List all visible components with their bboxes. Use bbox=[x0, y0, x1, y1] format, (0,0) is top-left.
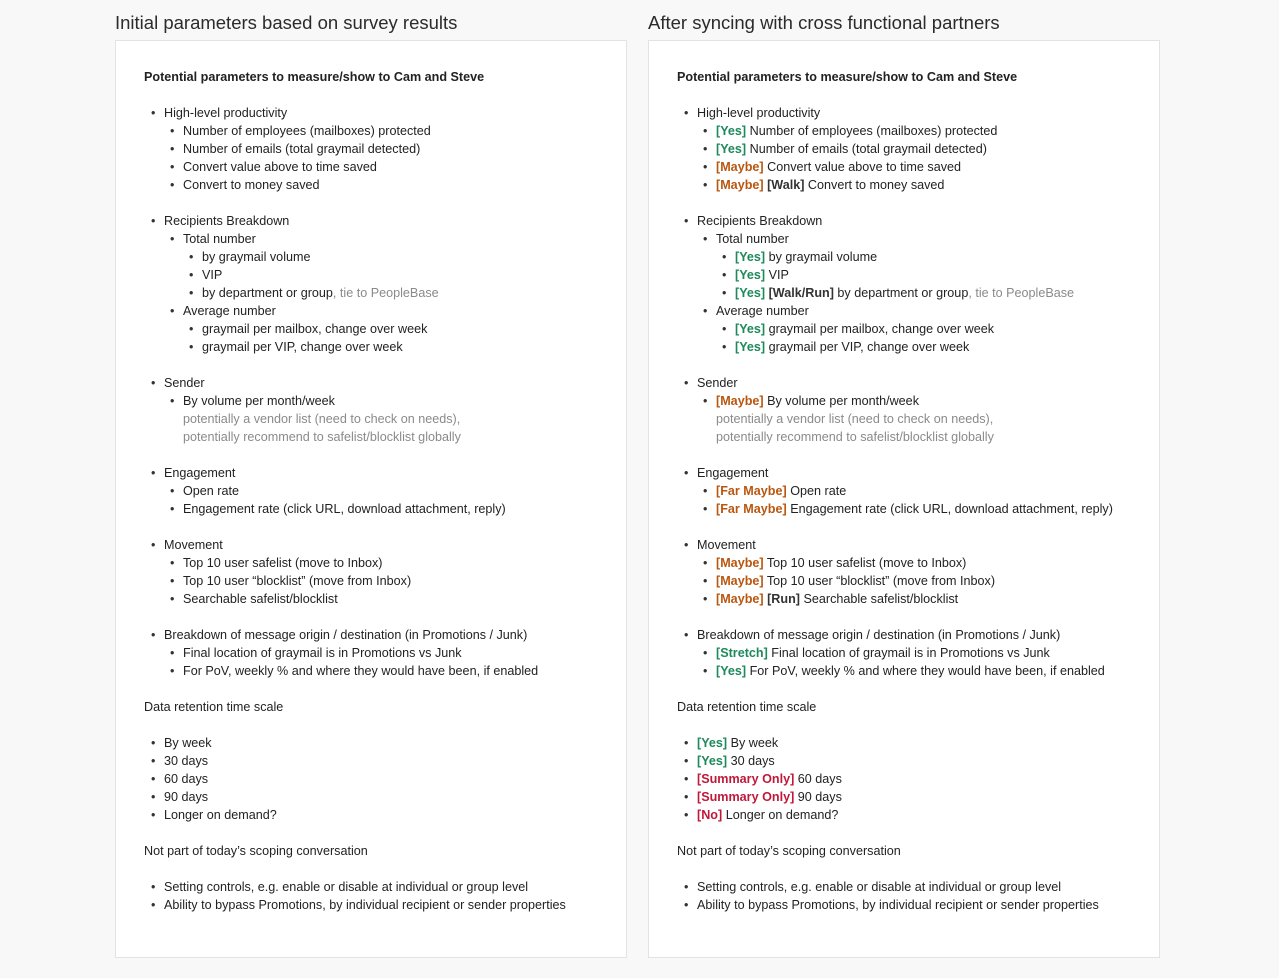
spacer bbox=[677, 716, 1149, 734]
item-text: by department or group bbox=[837, 286, 969, 300]
item-text: Ability to bypass Promotions, by individual recipient or sender properties bbox=[164, 898, 566, 912]
item-text: 30 days bbox=[164, 754, 209, 768]
right-column-title: After syncing with cross functional partners bbox=[648, 12, 1000, 33]
list-item bbox=[144, 806, 616, 824]
right-document-content bbox=[677, 68, 1149, 914]
item-note: , tie to PeopleBase bbox=[968, 286, 1075, 300]
section-label bbox=[144, 842, 616, 860]
item-text: Top 10 user safelist (move to Inbox) bbox=[183, 556, 383, 570]
spacer bbox=[677, 356, 1149, 374]
list-item bbox=[677, 644, 1149, 662]
item-text: Convert value above to time saved bbox=[767, 160, 962, 174]
item-text: Top 10 user safelist (move to Inbox) bbox=[766, 556, 967, 570]
section-heading bbox=[677, 68, 1149, 86]
left-column-title: Initial parameters based on survey results bbox=[115, 12, 458, 33]
status-tag: [Yes] bbox=[735, 322, 766, 336]
item-text: Data retention time scale bbox=[677, 700, 817, 714]
list-item bbox=[144, 734, 616, 752]
list-item bbox=[677, 284, 1149, 302]
list-item bbox=[677, 662, 1149, 680]
spacer bbox=[677, 518, 1149, 536]
list-item bbox=[144, 248, 616, 266]
spacer bbox=[677, 194, 1149, 212]
list-item bbox=[144, 536, 616, 554]
list-item bbox=[144, 338, 616, 356]
list-item bbox=[144, 374, 616, 392]
item-text: High-level productivity bbox=[164, 106, 288, 120]
item-text: graymail per VIP, change over week bbox=[202, 340, 403, 354]
item-text: Number of employees (mailboxes) protected bbox=[749, 124, 998, 138]
item-text: 60 days bbox=[797, 772, 842, 786]
list-item bbox=[144, 626, 616, 644]
list-item bbox=[144, 500, 616, 518]
list-item bbox=[677, 140, 1149, 158]
item-text: Open rate bbox=[790, 484, 847, 498]
item-text: Convert value above to time saved bbox=[183, 160, 377, 174]
status-tag: [No] bbox=[697, 808, 723, 822]
item-text: VIP bbox=[768, 268, 789, 282]
list-item bbox=[677, 896, 1149, 914]
status-tag: [Yes] bbox=[697, 736, 728, 750]
spacer bbox=[144, 860, 616, 878]
list-item bbox=[144, 104, 616, 122]
item-text: Sender bbox=[697, 376, 738, 390]
list-item bbox=[144, 320, 616, 338]
item-text: potentially a vendor list (need to check on needs), bbox=[183, 412, 461, 426]
status-tag: [Walk/Run] bbox=[768, 286, 834, 300]
note-text bbox=[677, 410, 1149, 428]
spacer bbox=[144, 824, 616, 842]
item-text: Data retention time scale bbox=[144, 700, 284, 714]
spacer bbox=[677, 446, 1149, 464]
left-document-card bbox=[115, 40, 627, 958]
item-text: By volume per month/week bbox=[767, 394, 919, 408]
list-item bbox=[144, 176, 616, 194]
item-text: Total number bbox=[716, 232, 789, 246]
list-item bbox=[677, 806, 1149, 824]
item-text: potentially a vendor list (need to check on needs), bbox=[716, 412, 994, 426]
item-text: VIP bbox=[202, 268, 223, 282]
item-text: Number of emails (total graymail detected) bbox=[749, 142, 987, 156]
status-tag: [Maybe] bbox=[716, 556, 764, 570]
item-text: Engagement bbox=[164, 466, 236, 480]
item-text: Not part of today’s scoping conversation bbox=[144, 844, 368, 858]
status-tag: [Summary Only] bbox=[697, 772, 795, 786]
spacer bbox=[677, 860, 1149, 878]
list-item bbox=[677, 230, 1149, 248]
item-text: 30 days bbox=[730, 754, 775, 768]
item-text: Not part of today’s scoping conversation bbox=[677, 844, 901, 858]
item-text: Engagement bbox=[697, 466, 769, 480]
item-text: For PoV, weekly % and where they would have been, if enabled bbox=[749, 664, 1105, 678]
item-text: Ability to bypass Promotions, by individual recipient or sender properties bbox=[697, 898, 1099, 912]
status-tag: [Yes] bbox=[716, 124, 747, 138]
right-document-card bbox=[648, 40, 1160, 958]
list-item bbox=[677, 752, 1149, 770]
list-item bbox=[144, 140, 616, 158]
spacer bbox=[677, 86, 1149, 104]
list-item bbox=[677, 734, 1149, 752]
list-item bbox=[677, 572, 1149, 590]
item-text: Total number bbox=[183, 232, 256, 246]
item-text: Average number bbox=[183, 304, 276, 318]
list-item bbox=[144, 266, 616, 284]
status-tag: [Yes] bbox=[697, 754, 728, 768]
status-tag: [Yes] bbox=[735, 268, 766, 282]
item-text: by graymail volume bbox=[202, 250, 311, 264]
item-text: Potential parameters to measure/show to Cam and Steve bbox=[677, 70, 1018, 84]
list-item bbox=[677, 104, 1149, 122]
item-text: by department or group bbox=[202, 286, 333, 300]
list-item bbox=[144, 464, 616, 482]
spacer bbox=[144, 446, 616, 464]
item-text: Recipients Breakdown bbox=[164, 214, 290, 228]
item-text: For PoV, weekly % and where they would have been, if enabled bbox=[183, 664, 539, 678]
item-text: graymail per mailbox, change over week bbox=[768, 322, 995, 336]
list-item bbox=[677, 392, 1149, 410]
section-label bbox=[677, 842, 1149, 860]
item-text: Top 10 user “blocklist” (move from Inbox) bbox=[766, 574, 996, 588]
item-text: Searchable safelist/blocklist bbox=[803, 592, 959, 606]
list-item bbox=[677, 266, 1149, 284]
item-text: potentially recommend to safelist/blocklist globally bbox=[716, 430, 994, 444]
list-item bbox=[144, 590, 616, 608]
item-text: graymail per VIP, change over week bbox=[768, 340, 970, 354]
list-item bbox=[144, 230, 616, 248]
item-text: potentially recommend to safelist/blocklist globally bbox=[183, 430, 461, 444]
status-tag: [Far Maybe] bbox=[716, 502, 787, 516]
list-item bbox=[677, 302, 1149, 320]
status-tag: [Yes] bbox=[716, 142, 747, 156]
list-item bbox=[144, 554, 616, 572]
list-item bbox=[677, 536, 1149, 554]
status-tag: [Maybe] bbox=[716, 592, 764, 606]
spacer bbox=[144, 716, 616, 734]
list-item bbox=[677, 320, 1149, 338]
item-text: By week bbox=[164, 736, 212, 750]
item-text: Searchable safelist/blocklist bbox=[183, 592, 338, 606]
item-text: Number of emails (total graymail detected) bbox=[183, 142, 421, 156]
list-item bbox=[677, 338, 1149, 356]
spacer bbox=[144, 194, 616, 212]
item-text: Engagement rate (click URL, download attachment, reply) bbox=[790, 502, 1113, 516]
item-text: graymail per mailbox, change over week bbox=[202, 322, 428, 336]
item-text: Top 10 user “blocklist” (move from Inbox) bbox=[183, 574, 412, 588]
list-item bbox=[144, 302, 616, 320]
list-item bbox=[677, 248, 1149, 266]
spacer bbox=[677, 680, 1149, 698]
section-label bbox=[144, 698, 616, 716]
list-item bbox=[677, 770, 1149, 788]
item-text: Setting controls, e.g. enable or disable at individual or group level bbox=[164, 880, 529, 894]
list-item bbox=[677, 374, 1149, 392]
list-item bbox=[144, 770, 616, 788]
list-item bbox=[144, 392, 616, 410]
item-text: Engagement rate (click URL, download attachment, reply) bbox=[183, 502, 506, 516]
left-document-content bbox=[144, 68, 616, 914]
item-text: 90 days bbox=[164, 790, 209, 804]
list-item bbox=[677, 626, 1149, 644]
item-text: Movement bbox=[697, 538, 756, 552]
list-item bbox=[677, 590, 1149, 608]
list-item bbox=[677, 482, 1149, 500]
spacer bbox=[144, 680, 616, 698]
item-text: Breakdown of message origin / destination (in Promotions / Junk) bbox=[164, 628, 528, 642]
list-item bbox=[144, 212, 616, 230]
list-item bbox=[144, 284, 616, 302]
item-text: Convert to money saved bbox=[183, 178, 320, 192]
list-item bbox=[677, 464, 1149, 482]
item-text: Final location of graymail is in Promotions vs Junk bbox=[771, 646, 1050, 660]
note-text bbox=[144, 410, 616, 428]
section-heading bbox=[144, 68, 616, 86]
list-item bbox=[677, 158, 1149, 176]
status-tag: [Maybe] bbox=[716, 574, 764, 588]
status-tag: [Yes] bbox=[735, 250, 766, 264]
item-text: By week bbox=[730, 736, 779, 750]
spacer bbox=[677, 824, 1149, 842]
item-text: 90 days bbox=[797, 790, 842, 804]
status-tag: [Run] bbox=[767, 592, 800, 606]
status-tag: [Yes] bbox=[735, 286, 766, 300]
item-text: High-level productivity bbox=[697, 106, 821, 120]
list-item bbox=[677, 500, 1149, 518]
item-text: Breakdown of message origin / destination (in Promotions / Junk) bbox=[697, 628, 1061, 642]
status-tag: [Stretch] bbox=[716, 646, 768, 660]
item-text: Movement bbox=[164, 538, 223, 552]
spacer bbox=[144, 518, 616, 536]
list-item bbox=[677, 878, 1149, 896]
spacer bbox=[144, 356, 616, 374]
status-tag: [Yes] bbox=[716, 664, 747, 678]
list-item bbox=[144, 896, 616, 914]
status-tag: [Walk] bbox=[767, 178, 805, 192]
item-text: Number of employees (mailboxes) protected bbox=[183, 124, 431, 138]
status-tag: [Maybe] bbox=[716, 394, 764, 408]
item-text: Longer on demand? bbox=[164, 808, 277, 822]
item-text: Final location of graymail is in Promotions vs Junk bbox=[183, 646, 462, 660]
spacer bbox=[677, 608, 1149, 626]
item-text: Longer on demand? bbox=[725, 808, 839, 822]
list-item bbox=[144, 662, 616, 680]
note-text bbox=[144, 428, 616, 446]
list-item bbox=[144, 644, 616, 662]
list-item bbox=[144, 752, 616, 770]
note-text bbox=[677, 428, 1149, 446]
status-tag: [Maybe] bbox=[716, 160, 764, 174]
item-text: Recipients Breakdown bbox=[697, 214, 823, 228]
list-item bbox=[144, 878, 616, 896]
spacer bbox=[144, 608, 616, 626]
spacer bbox=[144, 86, 616, 104]
status-tag: [Summary Only] bbox=[697, 790, 795, 804]
section-label bbox=[677, 698, 1149, 716]
item-text: Convert to money saved bbox=[807, 178, 945, 192]
item-note: , tie to PeopleBase bbox=[332, 286, 439, 300]
list-item bbox=[677, 176, 1149, 194]
list-item bbox=[144, 122, 616, 140]
status-tag: [Far Maybe] bbox=[716, 484, 787, 498]
item-text: By volume per month/week bbox=[183, 394, 335, 408]
item-text: Open rate bbox=[183, 484, 240, 498]
list-item bbox=[677, 554, 1149, 572]
list-item bbox=[677, 212, 1149, 230]
list-item bbox=[677, 122, 1149, 140]
list-item bbox=[144, 788, 616, 806]
status-tag: [Maybe] bbox=[716, 178, 764, 192]
list-item bbox=[144, 158, 616, 176]
item-text: Potential parameters to measure/show to Cam and Steve bbox=[144, 70, 485, 84]
list-item bbox=[144, 482, 616, 500]
item-text: 60 days bbox=[164, 772, 209, 786]
list-item bbox=[677, 788, 1149, 806]
item-text: Sender bbox=[164, 376, 205, 390]
item-text: Average number bbox=[716, 304, 809, 318]
item-text: by graymail volume bbox=[768, 250, 878, 264]
status-tag: [Yes] bbox=[735, 340, 766, 354]
item-text: Setting controls, e.g. enable or disable at individual or group level bbox=[697, 880, 1062, 894]
list-item bbox=[144, 572, 616, 590]
